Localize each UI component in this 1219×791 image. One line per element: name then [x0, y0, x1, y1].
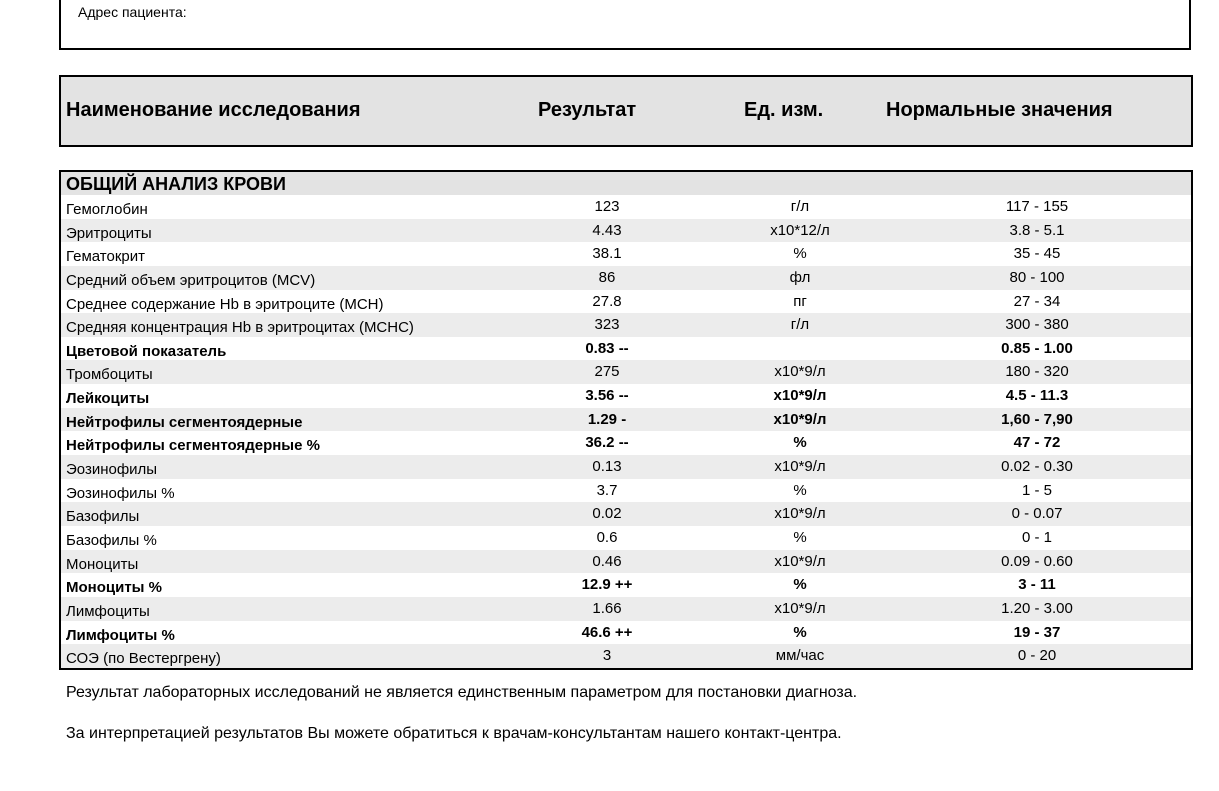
table-row	[61, 573, 1191, 597]
test-result: 3.56 --	[585, 387, 629, 405]
test-unit: пг	[793, 292, 807, 310]
test-unit: x10*9/л	[774, 363, 826, 381]
test-result: 38.1	[592, 245, 622, 263]
test-norm: 19 - 37	[1013, 623, 1061, 641]
test-unit: x10*9/л	[773, 410, 827, 428]
table-row	[61, 644, 1191, 668]
table-row	[61, 195, 1191, 219]
test-result: 0.6	[596, 528, 618, 546]
test-norm: 35 - 45	[1013, 245, 1061, 263]
test-result: 1.29 -	[587, 410, 627, 428]
test-result: 36.2 --	[585, 434, 629, 452]
test-name: Базофилы %	[66, 531, 157, 549]
test-norm: 1 - 5	[1022, 481, 1053, 499]
test-norm: 1.20 - 3.00	[1001, 599, 1073, 617]
test-norm: 3.8 - 5.1	[1009, 221, 1065, 239]
test-name: Гематокрит	[66, 248, 145, 266]
test-result: 86	[598, 268, 616, 286]
test-norm: 180 - 320	[1005, 363, 1069, 381]
test-name: Лимфоциты	[66, 602, 150, 620]
header-name: Наименование исследования	[66, 99, 361, 121]
patient-address-box	[59, 0, 1191, 50]
test-unit: %	[793, 528, 807, 546]
test-norm: 80 - 100	[1009, 268, 1065, 286]
test-norm: 0.85 - 1.00	[1001, 339, 1073, 357]
header-norm: Нормальные значения	[886, 99, 1113, 121]
table-row	[61, 290, 1191, 314]
table-row	[61, 479, 1191, 503]
test-name: Моноциты	[66, 555, 139, 573]
test-unit: x10*9/л	[774, 458, 826, 476]
table-row	[61, 384, 1191, 408]
test-unit: x10*9/л	[773, 387, 827, 405]
test-name: Гемоглобин	[66, 201, 148, 218]
test-unit: x10*12/л	[770, 221, 830, 239]
test-name: Средняя концентрация Hb в эритроцитах (MCHC)	[66, 319, 414, 337]
test-result: 3.7	[596, 481, 618, 499]
test-unit: %	[793, 481, 807, 499]
table-row	[61, 621, 1191, 645]
test-name: Тромбоциты	[66, 366, 153, 384]
test-result: 46.6 ++	[581, 623, 633, 641]
test-unit: фл	[789, 268, 811, 286]
test-name: Эритроциты	[66, 224, 152, 242]
test-result: 12.9 ++	[581, 576, 633, 594]
test-result: 123	[594, 198, 620, 215]
test-norm: 0.02 - 0.30	[1001, 458, 1073, 476]
table-row	[61, 597, 1191, 621]
results-table	[59, 170, 1193, 670]
table-row	[61, 526, 1191, 550]
table-row	[61, 408, 1191, 432]
test-name: Нейтрофилы сегментоядерные	[66, 413, 303, 431]
table-row	[61, 337, 1191, 361]
table-row	[61, 219, 1191, 243]
table-row	[61, 266, 1191, 290]
test-unit: x10*9/л	[774, 552, 826, 570]
header-unit: Ед. изм.	[744, 99, 824, 121]
section-title: ОБЩИЙ АНАЛИЗ КРОВИ	[61, 172, 1191, 195]
test-unit: %	[793, 623, 807, 641]
test-unit: %	[793, 576, 807, 594]
test-name: Нейтрофилы сегментоядерные %	[66, 437, 320, 455]
test-unit: x10*9/л	[774, 599, 826, 617]
test-unit: %	[793, 434, 807, 452]
test-result: 27.8	[592, 292, 622, 310]
test-result: 3	[602, 647, 612, 665]
header-result: Результат	[538, 99, 637, 121]
results-rows	[61, 195, 1191, 668]
test-unit: г/л	[790, 316, 810, 334]
test-unit: г/л	[790, 198, 810, 215]
test-norm: 27 - 34	[1013, 292, 1061, 310]
test-result: 0.02	[592, 505, 622, 523]
test-result: 4.43	[592, 221, 622, 239]
contact-note: За интерпретацией результатов Вы можете обратиться к врачам-консультантам нашего контакт-центра.	[66, 725, 842, 742]
test-name: Эозинофилы %	[66, 484, 175, 502]
test-name: Базофилы	[66, 508, 140, 526]
test-norm: 300 - 380	[1005, 316, 1069, 334]
test-norm: 0 - 20	[1017, 647, 1057, 665]
patient-address-label: Адрес пациента:	[78, 4, 187, 20]
test-norm: 0 - 1	[1022, 528, 1053, 546]
test-result: 0.46	[592, 552, 622, 570]
table-row	[61, 431, 1191, 455]
test-norm: 0 - 0.07	[1011, 505, 1063, 523]
test-norm: 0.09 - 0.60	[1001, 552, 1073, 570]
table-row	[61, 502, 1191, 526]
test-norm: 1,60 - 7,90	[1001, 410, 1073, 428]
test-result: 0.83 --	[585, 339, 629, 357]
table-row	[61, 313, 1191, 337]
test-name: Лейкоциты	[66, 390, 150, 408]
test-name: СОЭ (по Вестергрену)	[66, 650, 221, 668]
test-unit: x10*9/л	[774, 505, 826, 523]
table-row	[61, 455, 1191, 479]
table-row	[61, 242, 1191, 266]
test-norm: 117 - 155	[1005, 198, 1069, 215]
test-result: 323	[594, 316, 620, 334]
table-row	[61, 550, 1191, 574]
test-norm: 3 - 11	[1018, 576, 1056, 594]
test-name: Цветовой показатель	[66, 342, 227, 360]
test-result: 0.13	[592, 458, 622, 476]
table-row	[61, 360, 1191, 384]
test-result: 1.66	[592, 599, 622, 617]
test-norm: 4.5 - 11.3	[1005, 387, 1069, 405]
table-header	[59, 75, 1193, 147]
test-name: Средний объем эритроцитов (MCV)	[66, 271, 316, 289]
disclaimer-note: Результат лабораторных исследований не является единственным параметром для постановки диагноза.	[66, 684, 858, 701]
test-result: 275	[594, 363, 620, 381]
test-name: Лимфоциты %	[66, 626, 175, 644]
test-unit: мм/час	[775, 647, 825, 665]
test-name: Среднее содержание Hb в эритроците (MCH)	[66, 295, 384, 313]
test-norm: 47 - 72	[1013, 434, 1061, 452]
test-unit: %	[793, 245, 807, 263]
test-name: Эозинофилы	[66, 461, 158, 479]
test-name: Моноциты %	[66, 579, 162, 597]
